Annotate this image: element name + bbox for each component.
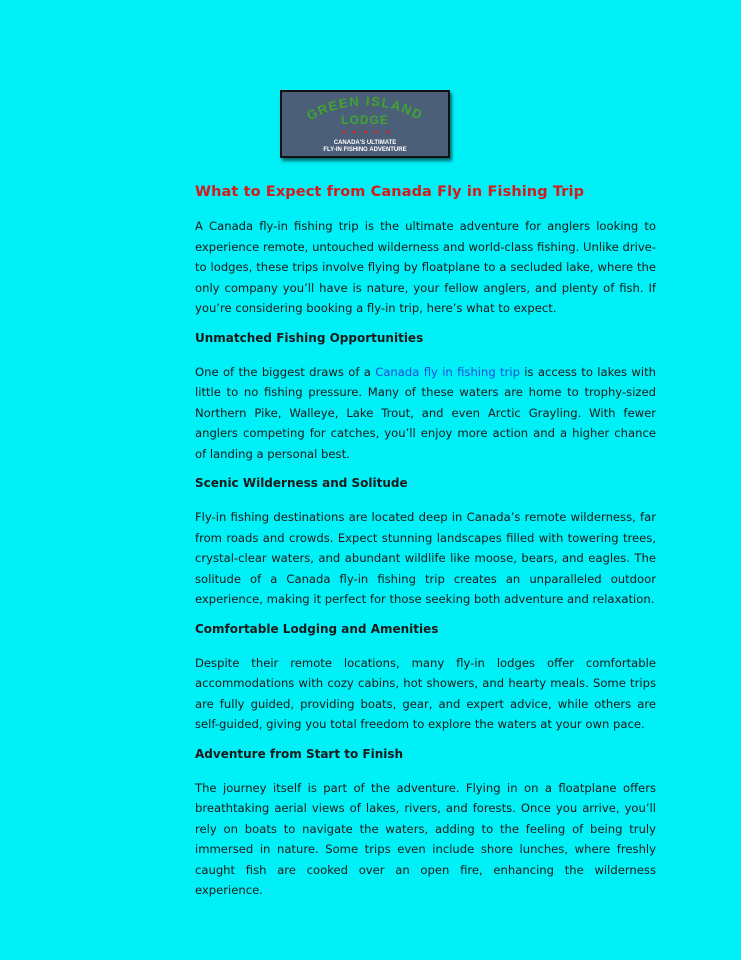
logo-name-line1: GREEN ISLAND xyxy=(304,93,426,124)
section-paragraph: Fly-in fishing destinations are located deep in Canada’s remote wilderness, far from roads and crowds. Expect stunning landscapes filled with towering trees, crystal-clear waters, and abundant wildlife like moose, bears, and eagles. The solitude of a Canada fly-in fishing trip creates an unparalleled outdoor experience, making it perfect for those seeking both adventure and relaxation. xyxy=(195,510,656,606)
section-heading: Scenic Wilderness and Solitude xyxy=(195,476,408,490)
section-heading: Unmatched Fishing Opportunities xyxy=(195,330,424,345)
intro-paragraph: A Canada fly-in fishing trip is the ultimate adventure for anglers looking to experience remote, untouched wilderness and world-class fishing. Unlike drive-to lodges, these trips involve flying by floatplane to a secluded lake, where the only company you’ll have is nature, your fellow anglers, and plenty of fish. If you’re considering booking a fly-in trip, here’s what to expect. xyxy=(195,219,656,315)
logo-name-line2: LODGE xyxy=(341,113,389,127)
section-heading: Comfortable Lodging and Amenities xyxy=(195,621,439,636)
article-title: What to Expect from Canada Fly in Fishing Trip xyxy=(195,184,585,200)
section-paragraph xyxy=(195,362,656,465)
section-paragraph: Despite their remote locations, many fly-in lodges offer comfortable accommodations with cozy cabins, hot showers, and hearty meals. Some trips are fully guided, providing boats, gear, and expert advice, while others are self-guided, giving you total freedom to explore the waters at your own pace. xyxy=(195,655,656,731)
article xyxy=(195,184,656,913)
canada-fly-in-fishing-trip-link[interactable]: Canada fly in fishing trip xyxy=(375,364,520,379)
logo-tagline-line1: CANADA'S ULTIMATE xyxy=(333,140,397,146)
paragraph-text: One of the biggest draws of a xyxy=(195,364,376,379)
logo-graphic xyxy=(282,92,448,156)
section-paragraph: The journey itself is part of the adventure. Flying in on a floatplane offers breathtaking aerial views of lakes, rivers, and forests. Once you arrive, you’ll rely on boats to navigate the waters, adding to the feeling of being truly immersed in nature. Some trips even include shore lunches, where freshly caught fish are cooked over an open fire, enhancing the wilderness experience. xyxy=(195,780,656,897)
maple-leaf-row-icon xyxy=(341,130,390,135)
logo-tagline-line2: FLY-IN FISHING ADVENTURE xyxy=(323,147,407,153)
section-heading: Adventure from Start to Finish xyxy=(195,746,404,761)
lodge-logo xyxy=(280,90,450,158)
paragraph-text: is access to lakes with little to no fishing pressure. Many of these waters are home to trophy-sized Northern Pike, Walleye, Lake Trout, and even Arctic Grayling. With fewer anglers competing for catches, you’ll enjoy more action and a higher chance of landing a personal best. xyxy=(195,364,657,461)
